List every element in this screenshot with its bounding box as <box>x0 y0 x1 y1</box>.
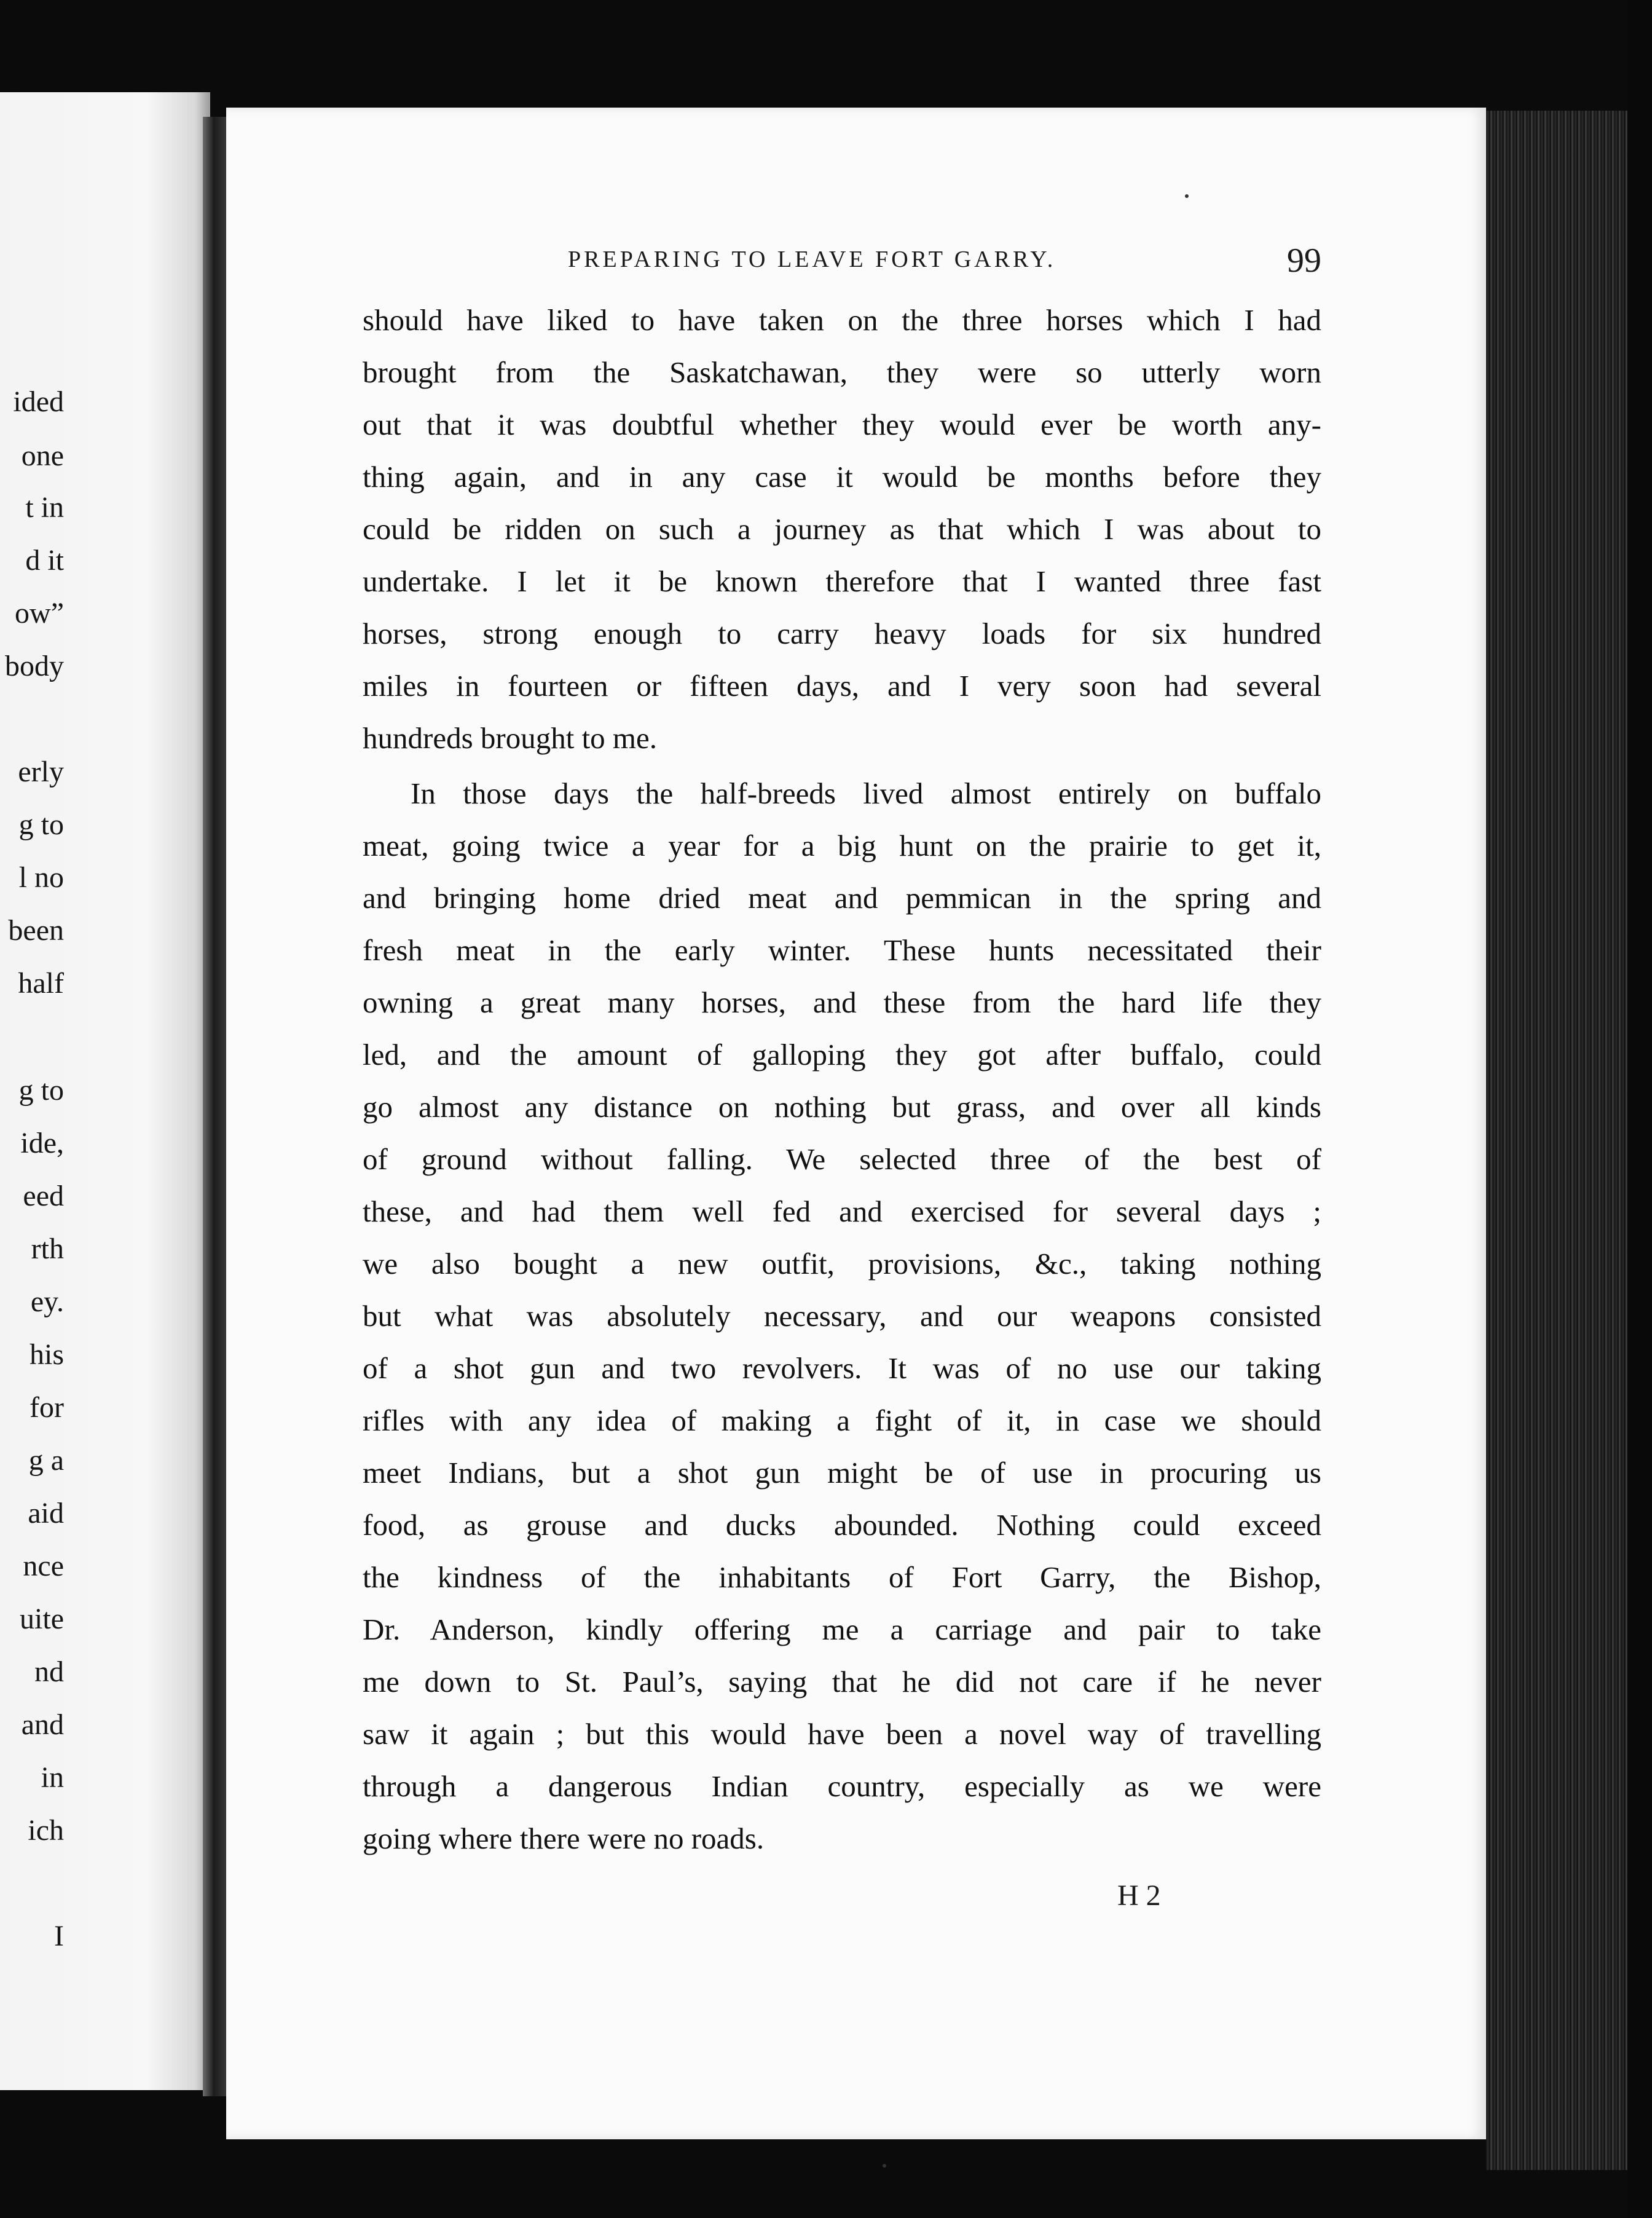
text-line: thing again, and in any case it would be months before they <box>363 460 1321 494</box>
text-line: going where there were no roads. <box>363 1821 765 1855</box>
left-fragment: ided <box>13 385 64 418</box>
left-fragment: nd <box>34 1656 64 1688</box>
left-fragment: in <box>41 1761 64 1794</box>
text-line: owning a great many horses, and these from the hard life they <box>363 985 1321 1019</box>
left-fragment: t in <box>25 491 64 524</box>
left-fragment: been <box>8 914 64 947</box>
scan-speck <box>1185 194 1189 198</box>
left-fragment: I <box>54 1920 64 1952</box>
text-line: horses, strong enough to carry heavy loads for six hundred <box>363 617 1321 650</box>
text-line: meet Indians, but a shot gun might be of use in procuring us <box>363 1456 1321 1490</box>
text-line: me down to St. Paul’s, saying that he did not care if he never <box>363 1665 1321 1699</box>
left-fragment: and <box>21 1708 64 1741</box>
text-line: of a shot gun and two revolvers. It was of no use our taking <box>363 1351 1321 1385</box>
text-line: out that it was doubtful whether they would ever be worth any- <box>363 408 1321 441</box>
left-fragment: l no <box>18 861 64 894</box>
left-fragment: ey. <box>30 1285 64 1318</box>
left-fragment: rth <box>31 1233 64 1265</box>
text-line: undertake. I let it be known therefore that I wanted three fast <box>363 564 1321 598</box>
page-number: 99 <box>1287 242 1321 280</box>
text-line: the kindness of the inhabitants of Fort Garry, the Bishop, <box>363 1560 1321 1594</box>
left-fragment: g a <box>28 1444 64 1477</box>
text-line: food, as grouse and ducks abounded. Nothing could exceed <box>363 1508 1321 1542</box>
text-line: go almost any distance on nothing but grass, and over all kinds <box>363 1090 1321 1124</box>
text-line: hundreds brought to me. <box>363 721 658 755</box>
running-head: PREPARING TO LEAVE FORT GARRY. <box>568 247 1056 272</box>
page-edges <box>1486 111 1627 2170</box>
left-fragment: erly <box>18 756 64 788</box>
left-fragment: one <box>21 440 64 472</box>
text-line: but what was absolutely necessary, and our weapons consisted <box>363 1299 1321 1333</box>
text-line: miles in fourteen or fifteen days, and I very soon had several <box>363 669 1321 703</box>
text-line: these, and had them well fed and exercised for several days ; <box>363 1194 1321 1228</box>
left-fragment: aid <box>28 1497 64 1529</box>
text-line: led, and the amount of galloping they got after buffalo, could <box>363 1038 1321 1072</box>
left-fragment: half <box>18 967 64 1000</box>
text-line: through a dangerous Indian country, especially as we were <box>363 1769 1321 1803</box>
text-line: meat, going twice a year for a big hunt on the prairie to get it, <box>363 829 1321 862</box>
text-line: brought from the Saskatchawan, they were so utterly worn <box>363 355 1321 389</box>
left-fragment: body <box>5 650 64 682</box>
text-line: could be ridden on such a journey as that which I was about to <box>363 512 1321 546</box>
left-fragment: uite <box>20 1603 64 1635</box>
text-line: of ground without falling. We selected three of the best of <box>363 1142 1321 1176</box>
left-page <box>0 92 210 2090</box>
text-line: should have liked to have taken on the three horses which I had <box>363 303 1321 337</box>
signature-mark: H 2 <box>1117 1879 1161 1912</box>
book-gutter <box>203 117 227 2096</box>
text-line: Dr. Anderson, kindly offering me a carriage and pair to take <box>363 1612 1321 1646</box>
left-fragment: d it <box>25 544 64 577</box>
left-fragment: his <box>29 1338 64 1371</box>
left-fragment: ide, <box>20 1127 64 1159</box>
left-fragment: ow” <box>15 597 64 629</box>
left-page-fragments <box>0 295 80 2090</box>
left-fragment: nce <box>23 1550 64 1582</box>
text-line: saw it again ; but this would have been a novel way of travelling <box>363 1717 1321 1751</box>
left-fragment: eed <box>23 1180 64 1212</box>
left-fragment: g to <box>18 808 64 841</box>
text-line: and bringing home dried meat and pemmican in the spring and <box>363 881 1321 915</box>
scan-speck <box>883 2164 886 2168</box>
text-line: fresh meat in the early winter. These hunts necessitated their <box>363 933 1321 967</box>
text-line: we also bought a new outfit, provisions, &c., taking nothing <box>363 1247 1321 1281</box>
text-line: rifles with any idea of making a fight of it, in case we should <box>363 1403 1321 1437</box>
left-fragment: ich <box>28 1814 64 1847</box>
scan-border <box>1627 0 1652 2218</box>
text-line: In those days the half-breeds lived almost entirely on buffalo <box>411 776 1321 810</box>
left-fragment: for <box>30 1391 64 1424</box>
left-fragment: g to <box>18 1074 64 1107</box>
